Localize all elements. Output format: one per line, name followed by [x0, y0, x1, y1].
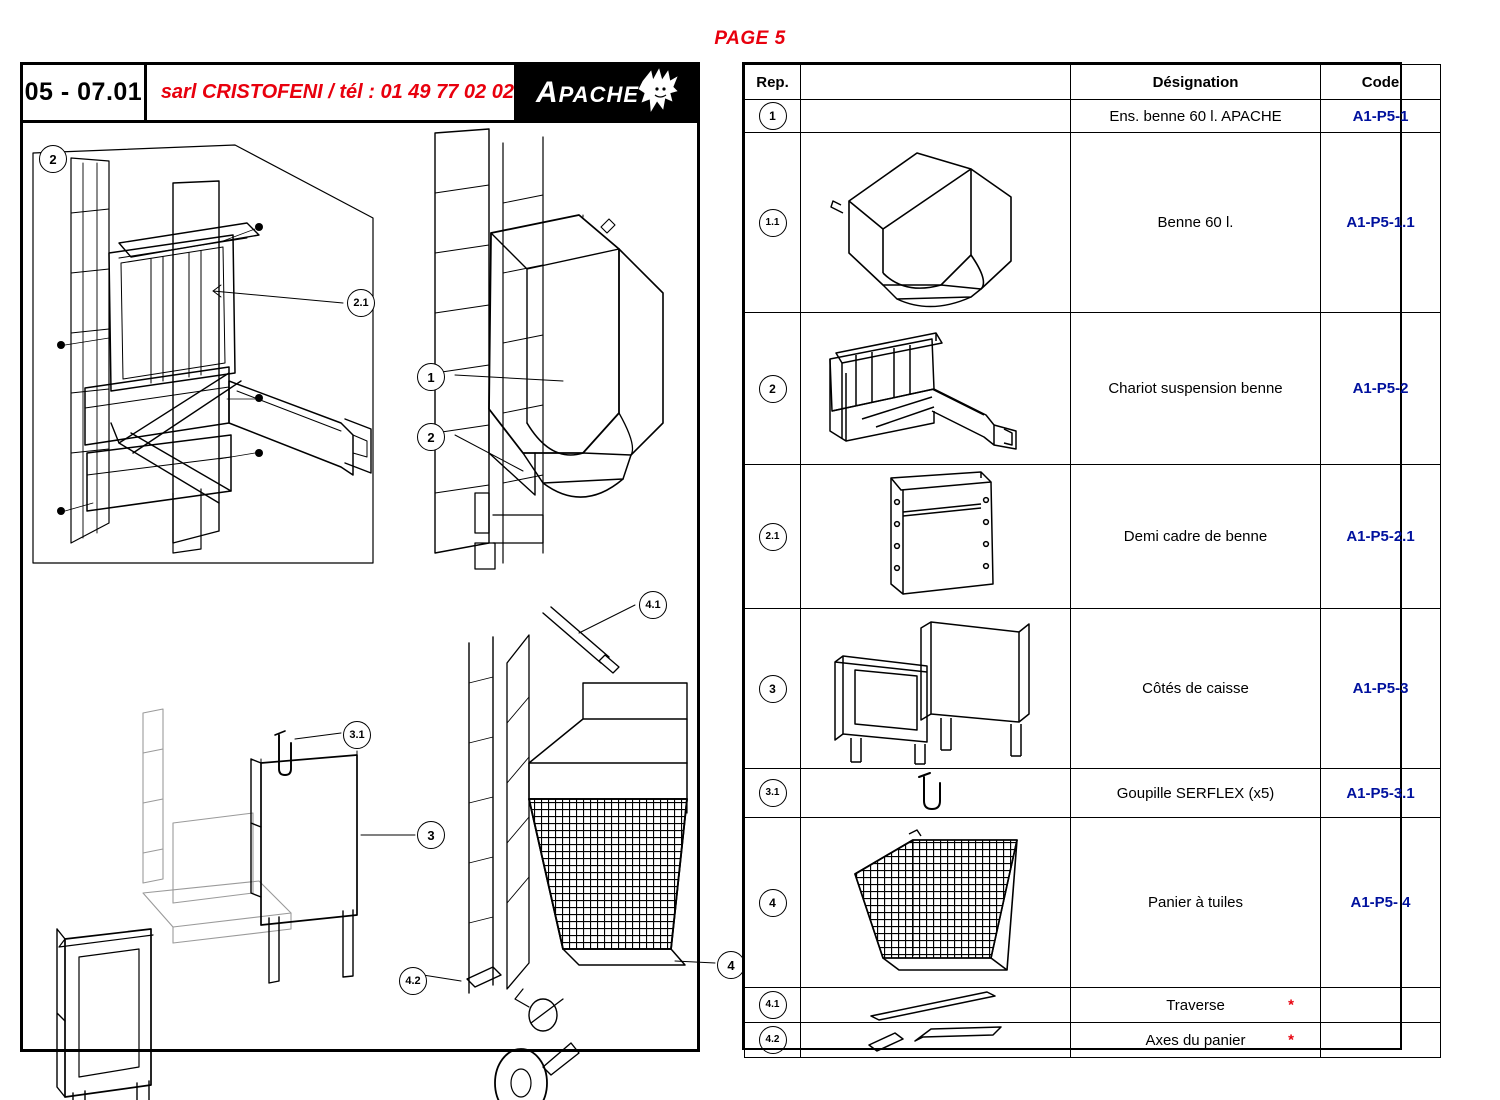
row-rep — [745, 465, 801, 609]
row-image — [801, 988, 1071, 1023]
callout-4-1: 4.1 — [639, 591, 667, 619]
rep-badge: 4.1 — [759, 991, 787, 1019]
indian-head-icon — [637, 67, 683, 117]
brand-logo — [514, 65, 697, 120]
row-rep — [745, 769, 801, 818]
header-rep: Rep. — [745, 65, 801, 100]
callout-2-right: 2 — [417, 423, 445, 451]
row-image — [801, 133, 1071, 313]
brand-initial: A — [535, 75, 559, 109]
crossbar-icon — [861, 990, 1011, 1020]
designation-text: Axes du panier — [1145, 1031, 1246, 1049]
header-designation: Désignation — [1071, 65, 1321, 100]
row-code — [1321, 988, 1441, 1023]
row-image — [801, 465, 1071, 609]
rep-badge: 4.2 — [759, 1026, 787, 1054]
title-bar — [23, 65, 697, 123]
row-code: A1-P5- 4 — [1321, 818, 1441, 988]
page-label: PAGE 5 — [714, 28, 786, 49]
row-image — [801, 818, 1071, 988]
callout-4: 4 — [717, 951, 745, 979]
row-code: A1-P5-2 — [1321, 313, 1441, 465]
row-code: A1-P5-3 — [1321, 609, 1441, 769]
row-rep — [745, 818, 801, 988]
brand-rest: PACHE — [558, 81, 640, 107]
crate-sides-icon — [811, 614, 1061, 764]
footnote-star: * — [1288, 1031, 1294, 1049]
row-rep — [745, 988, 801, 1023]
rep-badge: 3 — [759, 675, 787, 703]
parts-table — [744, 64, 1441, 1058]
table-header-row — [745, 65, 1441, 100]
row-image — [801, 1023, 1071, 1058]
table-row — [745, 100, 1441, 133]
drawing-panel — [20, 62, 735, 1052]
table-row — [745, 1023, 1441, 1058]
callout-3-1: 3.1 — [343, 721, 371, 749]
row-code: A1-P5-2.1 — [1321, 465, 1441, 609]
bucket-icon — [821, 143, 1051, 303]
exploded-views — [23, 123, 735, 1049]
row-designation: Panier à tuiles — [1071, 818, 1321, 988]
row-image — [801, 769, 1071, 818]
rep-badge: 2.1 — [759, 523, 787, 551]
row-code: A1-P5-1.1 — [1321, 133, 1441, 313]
tile-basket-icon — [821, 828, 1051, 978]
designation-text: Traverse — [1166, 996, 1225, 1014]
row-image — [801, 100, 1071, 133]
row-rep — [745, 1023, 801, 1058]
row-code — [1321, 1023, 1441, 1058]
half-frame-icon — [831, 472, 1041, 602]
row-rep — [745, 100, 801, 133]
callout-2-top: 2 — [39, 145, 67, 173]
row-designation: Chariot suspension benne — [1071, 313, 1321, 465]
rep-badge: 1.1 — [759, 209, 787, 237]
rep-badge: 1 — [759, 102, 787, 130]
table-row — [745, 609, 1441, 769]
rep-badge: 2 — [759, 375, 787, 403]
reference-number: 05 - 07.01 — [23, 65, 147, 120]
rep-badge: 3.1 — [759, 779, 787, 807]
table-row — [745, 465, 1441, 609]
company-contact: sarl CRISTOFENI / tél : 01 49 77 02 02 — [160, 81, 514, 103]
row-code: A1-P5-3.1 — [1321, 769, 1441, 818]
row-designation: Demi cadre de benne — [1071, 465, 1321, 609]
table-row — [745, 818, 1441, 988]
table-row — [745, 769, 1441, 818]
callout-2-1: 2.1 — [347, 289, 375, 317]
row-designation: Benne 60 l. — [1071, 133, 1321, 313]
row-rep — [745, 313, 801, 465]
pin-icon — [906, 771, 966, 815]
row-image — [801, 313, 1071, 465]
carriage-icon — [816, 319, 1056, 459]
table-row — [745, 988, 1441, 1023]
table-row — [745, 313, 1441, 465]
row-image — [801, 609, 1071, 769]
basket-axles-icon — [861, 1025, 1011, 1055]
row-code: A1-P5-1 — [1321, 100, 1441, 133]
table-row — [745, 133, 1441, 313]
row-designation: Goupille SERFLEX (x5) — [1071, 769, 1321, 818]
footnote-star: * — [1288, 996, 1294, 1014]
callout-4-2: 4.2 — [399, 967, 427, 995]
row-rep — [745, 133, 801, 313]
callout-3: 3 — [417, 821, 445, 849]
row-designation: Ens. benne 60 l. APACHE — [1071, 100, 1321, 133]
row-designation — [1071, 1023, 1321, 1058]
brand-name — [514, 76, 639, 110]
header-code: Code — [1321, 65, 1441, 100]
technical-drawing — [23, 123, 697, 1053]
row-designation — [1071, 988, 1321, 1023]
header-image — [801, 65, 1071, 100]
row-rep — [745, 609, 801, 769]
row-designation: Côtés de caisse — [1071, 609, 1321, 769]
parts-table-container — [742, 62, 1415, 1050]
rep-badge: 4 — [759, 889, 787, 917]
callout-1: 1 — [417, 363, 445, 391]
